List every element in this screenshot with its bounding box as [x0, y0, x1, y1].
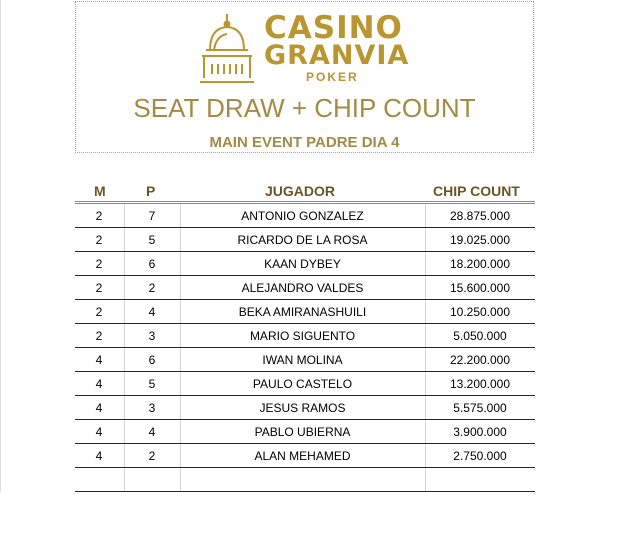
casino-logo [196, 12, 411, 87]
cell-table: 2 [95, 233, 103, 247]
cell-table: 2 [95, 209, 103, 223]
cell-player: ALAN MEHAMED [254, 449, 351, 463]
brand-name-casino: CASINO [264, 10, 403, 46]
cell-chip-count: 22.200.000 [449, 353, 511, 367]
cell-chip-count: 13.200.000 [449, 377, 511, 391]
cell-player: PAULO CASTELO [252, 377, 353, 391]
chip-count-table [75, 204, 535, 492]
cell-seat: 4 [148, 425, 156, 439]
table-row [75, 300, 535, 324]
column-header-table: M [94, 183, 106, 199]
cell-chip-count: 3.900.000 [453, 425, 507, 439]
cell-table: 4 [95, 353, 103, 367]
cell-chip-count: 5.575.000 [453, 401, 507, 415]
cell-player: KAAN DYBEY [264, 257, 341, 271]
cell-player: MARIO SIGUENTO [249, 329, 356, 343]
cell-chip-count: 10.250.000 [449, 305, 511, 319]
table-row [75, 324, 535, 348]
cell-seat: 5 [148, 233, 156, 247]
cell-player: PABLO UBIERNA [254, 425, 351, 439]
column-header-chip-count: CHIP COUNT [433, 183, 520, 199]
page-title: SEAT DRAW + CHIP COUNT [133, 93, 476, 123]
cell-player: IWAN MOLINA [262, 353, 343, 367]
cell-table: 2 [95, 329, 103, 343]
cell-seat: 3 [148, 401, 156, 415]
cell-table: 2 [95, 281, 103, 295]
cell-seat: 6 [148, 257, 156, 271]
cell-chip-count: 15.600.000 [449, 281, 511, 295]
cell-seat: 3 [148, 329, 156, 343]
cell-player: JESUS RAMOS [259, 401, 346, 415]
table-row [75, 276, 535, 300]
page-edge [0, 0, 1, 492]
table-row [75, 372, 535, 396]
table-row [75, 420, 535, 444]
cell-chip-count: 28.875.000 [449, 209, 511, 223]
cell-table: 4 [95, 377, 103, 391]
cell-chip-count: 5.050.000 [453, 329, 507, 343]
cell-table: 2 [95, 257, 103, 271]
cell-player: ANTONIO GONZALEZ [241, 209, 364, 223]
table-row [75, 396, 535, 420]
column-header-seat: P [146, 183, 156, 199]
table-row [75, 252, 535, 276]
cell-table: 4 [95, 449, 103, 463]
cell-chip-count: 19.025.000 [449, 233, 511, 247]
cell-table: 4 [95, 425, 103, 439]
cell-player: RICARDO DE LA ROSA [237, 233, 368, 247]
cell-table: 2 [95, 305, 103, 319]
table-row [75, 468, 535, 492]
cell-seat: 4 [148, 305, 156, 319]
column-header-player: JUGADOR [265, 183, 336, 199]
casino-building-icon [196, 12, 258, 84]
event-subtitle: MAIN EVENT PADRE DIA 4 [209, 134, 400, 151]
cell-seat: 5 [148, 377, 156, 391]
cell-seat: 2 [148, 281, 156, 295]
table-row [75, 348, 535, 372]
cell-table: 4 [95, 401, 103, 415]
cell-player: BEKA AMIRANASHUILI [238, 305, 367, 319]
cell-seat: 2 [148, 449, 156, 463]
cell-seat: 7 [148, 209, 156, 223]
table-row [75, 204, 535, 228]
table-row [75, 228, 535, 252]
table-row [75, 444, 535, 468]
cell-seat: 6 [148, 353, 156, 367]
table-header [75, 182, 535, 202]
brand-name-poker: POKER [306, 70, 359, 84]
brand-name-granvia: GRANVIA [264, 40, 410, 71]
cell-chip-count: 2.750.000 [453, 449, 507, 463]
cell-chip-count: 18.200.000 [449, 257, 511, 271]
cell-player: ALEJANDRO VALDES [241, 281, 364, 295]
